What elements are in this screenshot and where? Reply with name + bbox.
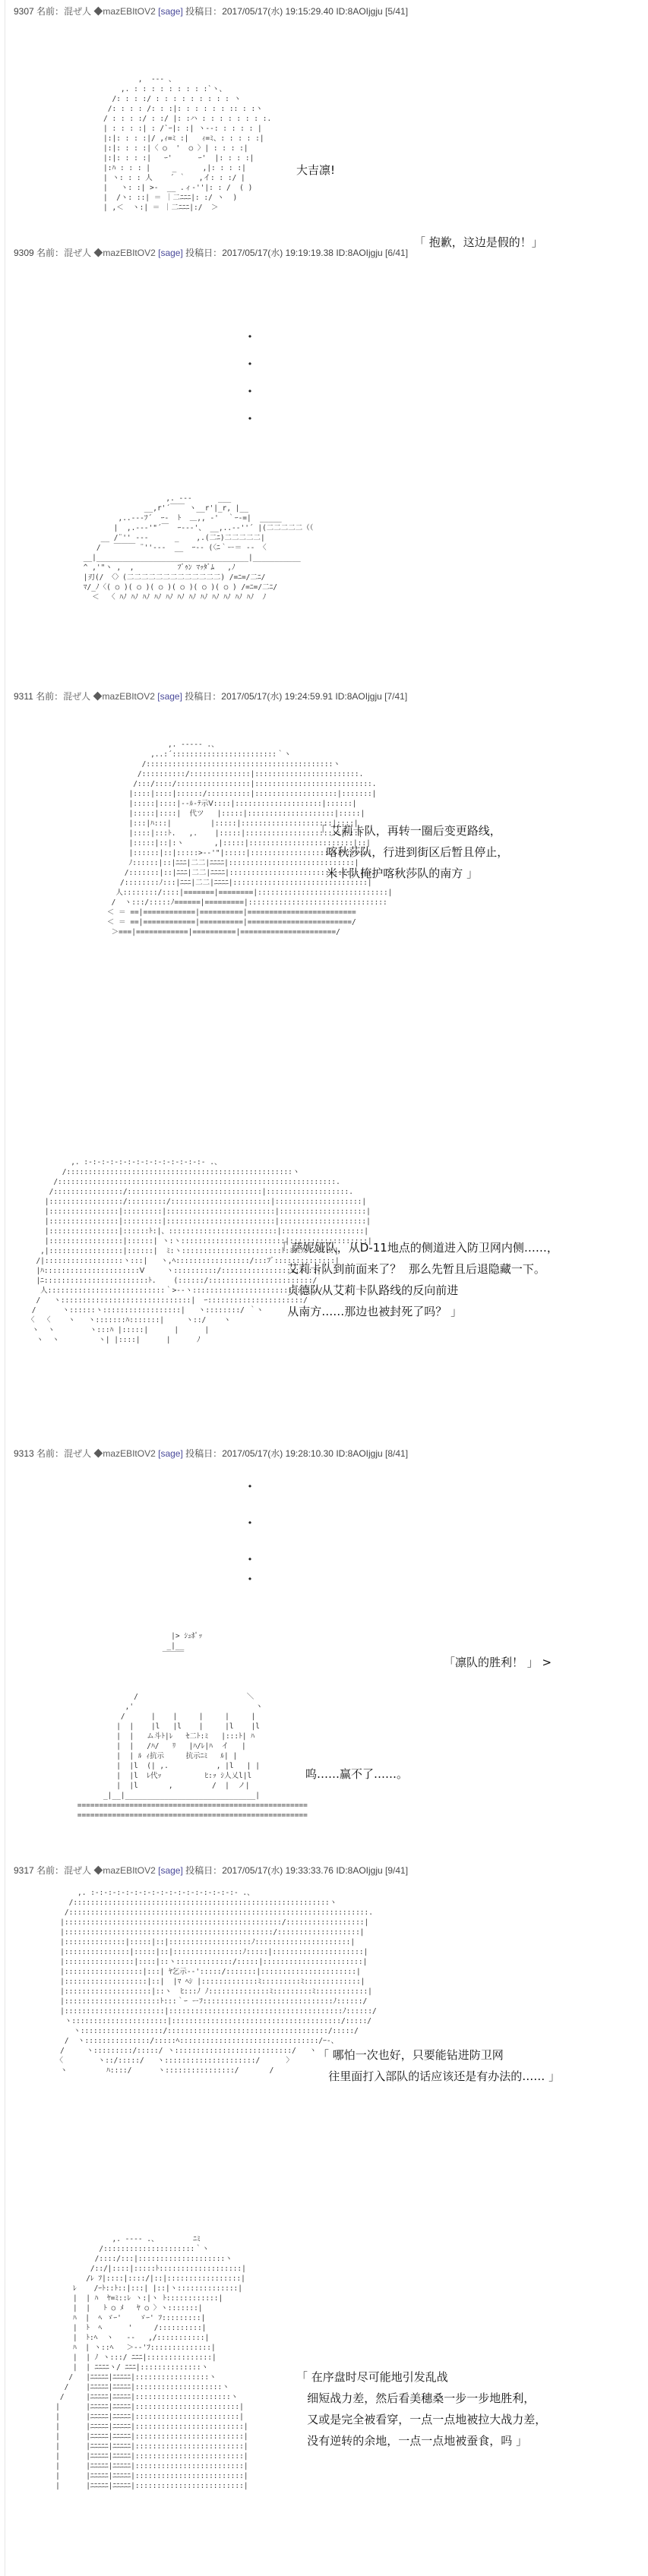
date-label: 投稿日： (185, 1448, 223, 1459)
poster-id[interactable]: ID:8AOIjgju (336, 6, 383, 17)
sage-tag: [sage] (158, 1448, 183, 1459)
date-label: 投稿日： (185, 248, 223, 258)
post-number[interactable]: 9311 (14, 691, 33, 702)
poster-trip: ◆mazEBItOV2 (93, 248, 156, 258)
dialogue-line: 「 萨妮娅队，从D-11地点的侧道进入防卫网内侧……， 艾莉卡队到前面来了？ 那么先暂且后退隐藏一下。 贞德队从艾莉卡队路线的反向前进 从南方……那边也被封死了吗？ 」 (277, 1241, 558, 1318)
post-date: 2017/05/17(水) 19:28:10.30 (222, 1448, 333, 1459)
dialogue-line: 「 艾莉卡队，再转一圈后变更路线， 喀秋莎队，行进到街区后暂且停止， 米卡队掩护喀秋莎队的南方 」 (315, 824, 509, 880)
post-counter: [9/41] (385, 1865, 409, 1876)
ascii-art-character: ,. ‐‐‐‐ .、 ﾆﾐ /:::::::::::::::::::::｀ヽ /::::/:::|::::::::::::::::::::ヽ /::/|::::|:::::ﾄ:::::::::::::::::::| /ﾚ ﾌ|::::|::::/|::|:::::::::::::::::| ﾚ /ｰﾄ::ﾄ::|:::| |::|ヽ::::::::::::::| | | ﾊ ﾔ=ﾐ::ﾚ ヽ:|ヽ ﾄ::::::::::::| | | ﾄ ○ ﾒ ﾔ ○ 〉ヽ:::::::| ﾊ | ﾍ ゞｰ' ゞｰ' ﾌ:::::::::| | ﾄ ﾍ ' /::::::::::| | ﾄ:ﾍ ヽ -- ,/:::::::::::| ﾊ | ヽ::ﾍ ＞-‐'ﾌ::::::::::::::| | | ﾉ ヽ:::/ ﾆﾆﾆ|:::::::::::::::| | | ﾆﾆﾆﾆヽ/ ﾆﾆﾆ|::::::::::::::ヽ / |ﾆﾆﾆﾆﾆ|ﾆﾆﾆﾆﾆ|:::::::::::::::::ヽ / |ﾆﾆﾆﾆﾆ|ﾆﾆﾆﾆﾆ|::::::::::::::::::::ヽ / |ﾆﾆﾆﾆﾆ|ﾆﾆﾆﾆﾆ|::::::::::::::::::::::ヽ | |ﾆﾆﾆﾆﾆ|ﾆﾆﾆﾆﾆ|::::::::::::::::::::::::| | |ﾆﾆﾆﾆﾆ|ﾆﾆﾆﾆﾆ|::::::::::::::::::::::::| | |ﾆﾆﾆﾆﾆ|ﾆﾆﾆﾆﾆ|:::::::::::::::::::::::::| | |ﾆﾆﾆﾆﾆ|ﾆﾆﾆﾆﾆ|:::::::::::::::::::::::::| | |ﾆﾆﾆﾆﾆ|ﾆﾆﾆﾆﾆ|:::::::::::::::::::::::::| | |ﾆﾆﾆﾆﾆ|ﾆﾆﾆﾆﾆ|:::::::::::::::::::::::::| | |ﾆﾆﾆﾆﾆ|ﾆﾆﾆﾆﾆ|:::::::::::::::::::::::::| | |ﾆﾆﾆﾆﾆ|ﾆﾆﾆﾆﾆ|:::::::::::::::::::::::::| | |ﾆﾆﾆﾆﾆ|ﾆﾆﾆﾆﾆ|:::::::::::::::::::::::::| (55, 2234, 248, 2490)
poster-trip: ◆mazEBItOV2 (93, 691, 155, 702)
post-date: 2017/05/17(水) 19:33:33.76 (222, 1865, 333, 1876)
post-counter: [7/41] (384, 691, 408, 702)
ellipsis-dot: ・ (243, 412, 257, 427)
name-label: 名前： (36, 248, 65, 258)
poster-trip: ◆mazEBItOV2 (93, 1448, 156, 1459)
dialogue-line: 大吉凛! (296, 163, 336, 177)
ellipsis-dot: ・ (243, 330, 257, 345)
poster-name: 混ぜ人 (64, 248, 92, 258)
poster-trip: ◆mazEBItOV2 (93, 1865, 156, 1876)
post-counter: [6/41] (385, 248, 409, 258)
dialogue-line: 「 抱歉，这边是假的！」 (414, 235, 543, 249)
ascii-art-character: ,. :‐:‐:‐:‐:‐:‐:‐:‐:‐:‐:‐:‐:‐:‐:‐:‐:- .、 /:::::::::::::::::::::::::::::::::::::::::::::::::::::::::::ヽ /:::::::::::::::::::::::::::::::::::::::::::::::::::::::::::::::::::::. |::::::::::::::::::::::::::::::::::::::::::::::::::/::::::::::::::::::| |::::::::::::::::::::::::::::::::::::::::::::::::/:::::::::::::::::::| |::::::::::::::|:::::|::|:::::::::::::::::::ﾉ::::::::::::::::::::::| |:::::::::::::::|:::::|::|::::::::::::::::ﾉ:::::|:::::::::::::::::::::| |::::::::::::::::|::::|::ヽ:::::::::::::/:::::|:::::::::::::::::::::::| |::::::::::::::::::|:::| ﾔ乞示-‐':::::/:::::::|::::::::::::::::::::::| |:::::::::::::::::::|::| |ﾏ ﾍｼ |:::::::::::::ﾐ:::::::::ﾐ:::::::::::::| |::::::::::::::::::::|::ヽ ﾋ:::ﾉ ﾉ::::::::::::::ﾐ:::::::::ﾐ::::::::::::| |::::::::::::::::::::::ﾄ:::｀ｰ ーﾌ::::::::::::::::::::::::::::::ﾉ::::::/ |:::::::::::::::::::::::|::::::::::::::::::::::::::::::::::::::::ﾉ::::::/ ヽ::::::::::::::::::::::|:::::::::::::::::::::::::::::::::::::::/:::::/ ヽ:::::::::::::::::::/:::::::::::::::::::::::::::::::::::::/:::::/ / ヽ:::::::::::::::/:::::ﾍ::::::::::::::::::::::::::::::::/ｰ-、 / ヽ:::::::::/:::::/ ヽ:::::::::::::::::::::::::::/ ヽ 〈 ヽ::/:::::/ ヽ:::::::::::::::::::::/ 〉 ヽ ﾊ::::/ ヽ::::::::::::::::/ / (55, 1888, 377, 2075)
sage-tag: [sage] (157, 691, 182, 702)
post-counter: [5/41] (385, 6, 409, 17)
poster-id[interactable]: ID:8AOIjgju (336, 1865, 383, 1876)
ellipsis-dot: ・ (243, 1516, 257, 1531)
post-header (14, 1865, 408, 1876)
sage-tag: [sage] (158, 248, 183, 258)
post-date: 2017/05/17(水) 19:19:19.38 (222, 248, 333, 258)
ellipsis-dot: ・ (243, 1479, 257, 1495)
post-number[interactable]: 9317 (14, 1865, 34, 1876)
post-header (14, 691, 407, 702)
ellipsis-dot: ・ (243, 357, 257, 372)
ellipsis-dot: ・ (243, 1552, 257, 1567)
post-header (14, 248, 408, 258)
ellipsis-dot: ・ (243, 384, 257, 399)
poster-name: 混ぜ人 (63, 691, 91, 702)
ascii-art-flag-mark: |> ｼｭﾎﾟｯ _|__ ￣￣￣ (162, 1631, 203, 1660)
post-number[interactable]: 9309 (14, 248, 34, 258)
date-label: 投稿日： (185, 6, 223, 17)
post-header (14, 6, 408, 17)
dialogue-line: 「凛队的胜利！ 」 > (444, 1656, 552, 1669)
ascii-art-character: ,. -‐‐‐- .、 ,..:´::::::::::::::::::::::::｀ヽ /:::::::::::::::::::::::::::::::::::::::::::ヽ /::::::::::/::::::::::::::|::::::::::::::::::::::::. /:::/::::/:::::::::::::::::|:::::::::::::::::::::::::::. |::::|::::|::::::/::::::::::|:::::::::::::::::::|:::::::| |:::::|::::|‐-ﾙ‐ﾃ示Ⅴ::::|::::::::::::::::::::|::::::| |:::::|::::| 代ツ |:::::|::::::::::::::::::::|:::::| |:::|ﾊ:::| |:::::|:::::::::::::::::::::|::::| |::::|:::ﾄ. ,. |:::::|::::::::::::::::::::::|:::| |:::::|::|:ヽ ,|:::::|::::::::::::::::::::::::|::| |::::::|::|:::::>-‐'"|:::::|:::::::::::::::::::::::::::| ﾉ::::::|::|ﾆﾆﾆ|二二|ﾆﾆﾆﾆ|:::::::::::::::::::::::::::::| /:::::::|::|ﾆﾆﾆ|二二|ﾆﾆﾆﾆ|::::::::::::::::::::::::::::::| /::::::::ﾉ:::|ﾆﾆﾆ|二二|ﾆﾆﾆﾆ|:::::::::::::::::::::::::::::::| 人::::::::/::::|=======|========|::::::::::::::::::::::::::::::| / ヽ:::/:::::ﾉ======|=========|:::::::::::::::::::::::::::::::: ＜ ＝ ==|============|==========|========================= ＜ ＝ ==|============|==========|========================/ ＞===|============|==========|======================/ (106, 740, 393, 936)
dialogue-line: 呜……赢不了……。 (305, 1767, 409, 1781)
name-label: 名前： (36, 6, 65, 17)
tank-sound-effect: ﾌﾞｩﾝ ﾏｯﾀﾞﾑ (177, 563, 215, 572)
flag-sound-text: |> ｼｭﾎﾟｯ (171, 1631, 203, 1640)
ascii-art-character: ,. :‐:‐:‐:‐:‐:‐:‐:‐:‐:‐:‐:‐:‐:- .、 /::::::::::::::::::::::::::::::::::::::::::::::::::::ヽ /::::::::::::::::::::::::::::::::::::::::::::::::::::::::::::::::. /::::::::::::::::/:::::::::::::::::::::::::::::::|:::::::::::::::::::. |:::::::::::::::::/:::::::::/:::::::::::::::::::::::|::::::::::::::::::::| |::::::::::::::::|:::::::::|:::::::::::::::::::::::::|::::::::::::::::::::| |::::::::::::::::|:::::::::|:::::::::::::::::::::::::|::::::::::::::::::::| |::::::::::::::::|::::::ﾄ:|、:::::::::::::::::::::::::|:::::::::::::::::::| |:::::::::::::::::|::::::| ヽ:ヽ::::::::::::::::::::::::|::::::::::::::::::| ,|:::::::::::::::::|::::::| ﾐ:ヽ:::::::::::::::::::::::ﾄ:ﾐﾐﾐﾂ:::::::| /|::::::::::::::::::ヽ:::| ヽ,ﾍ:::::::::::::::::/:::ﾌﾞ::::::::::::::| |ﾊ::::::::::::::::::::::Ⅴ ヽ::::::::::/::::::::::::::::::::::| |ﾆ::::::::::::::::::::::::ﾄ. (::::::/::::::::::::::::::::::::/ 人:::::::::::::::::::::::::::｀>-‐ヽ:::::::::::::::::::::::::::::/ / ヽ::::::::::::::::::::::::::::::| ｰ::::::::::::::::::::::/ / ヽ::::::ヽ::::::::::::::::::| ヽ::::::::/ ｀ヽ 〈 〈 ヽ ヽ:::::::ﾊ:::::::| ヽ::/ ヽ ヽ ヽ ヽ:::ﾊ |:::::| | | ヽ ヽ ヽ| |::::| | ﾉ (27, 1157, 372, 1344)
sage-tag: [sage] (158, 1865, 183, 1876)
poster-name: 混ぜ人 (64, 1448, 92, 1459)
poster-id[interactable]: ID:8AOIjgju (336, 1448, 383, 1459)
name-label: 名前： (36, 1448, 65, 1459)
post-number[interactable]: 9313 (14, 1448, 34, 1459)
dialogue-line: 「 在序盘时尽可能地引发乱战 细短战力差，然后看美穗桑一步一步地胜利， 又或是完全被看穿，一点一点地被拉大战力差， 没有逆转的余地，一点一点地被蚕食，吗 」 (296, 2370, 547, 2448)
date-label: 投稿日： (185, 691, 222, 702)
ellipsis-dot: ・ (243, 1572, 257, 1587)
post-number[interactable]: 9307 (14, 6, 34, 17)
post-header (14, 1448, 408, 1459)
poster-id[interactable]: ID:8AOIjgju (336, 248, 383, 258)
sage-tag: [sage] (158, 6, 183, 17)
poster-name: 混ぜ人 (64, 1865, 92, 1876)
name-label: 名前： (36, 691, 64, 702)
date-label: 投稿日： (185, 1865, 223, 1876)
poster-trip: ◆mazEBItOV2 (93, 6, 156, 17)
dialogue-line: 「 哪怕一次也好，只要能钻进防卫网 往里面打入部队的话应该还是有办法的…… 」 (318, 2048, 561, 2083)
ascii-art-character: , -‐- 、 ,. : : : : : : : : :`ヽ、 /: : : :/ : : : : : : : : : ヽ /: : : : /: : :|: : : : : : :: : :ヽ / : : : :/ : :/ |: :ハ : : : : : : : :. | : : : :| : /`ｰ|: :| ヽ‐-: : : : : | |:|: : : :|/ ,ｨ=ﾐ :| ｨ=ﾐ、: : : : :| |:|: : : :|〈 ○ ' ○ 〉| : : : :| |:|: : : :| ｰ' ｰ' |: : : :| |:ﾊ : : : | _ ,|: : : :| | ヽ: : : 人 ´ ｀ ,イ: : :/ | | ヽ: :| >- __ .ィ‐''|: : / ( ) | /ヽ: ::| ＝ ｜二ﾆﾆﾆ|: :/ ヽ ) | ,＜ ヽ:| ＝ ｜二ﾆﾆﾆ|:/ ＞ (103, 74, 272, 212)
post-date: 2017/05/17(水) 19:15:29.40 (222, 6, 333, 17)
ascii-art-tank: ,. -‐- ___ __,r'´￣￣ ヽ__r'|_r, |__ ,..---ﾌ´ ｰ- ﾄ ＿,, ‐' ｀ｰ-=| _____ | ,.--‐'"´￣ ｰ--‐'、 __,..-‐''´ |(二二二二二（（ __ /¨'' --- _ ,.(二ﾆ)二二二二二| / ￣￣￣ ¨''--- __ ｰ-‐ (〈ﾆ｀ー＝ -- 〈 __|___________________________________|___________ ^ ,'"ヽ , , ﾌﾞｩﾝ ﾏｯﾀﾞﾑ ,ﾉ |刃(/ 〈〉(二二二二二二二二二二二二二) /=ﾆ=/二ﾆ/ ﾏ/_ﾉ〈( ○ )( ○ )( ○ )( ○ )( ○ )( ○ ) /=ﾆ=/二ﾆ/ ＜ 〈 ﾊﾉ ﾊﾉ ﾊﾉ ﾊﾉ ﾊﾉ ﾊﾉ ﾊﾉ ﾊﾉ ﾊﾉ ﾊﾉ ﾊﾉ ﾊﾉ ﾉ (83, 494, 314, 601)
ascii-art-characters-group: / ＼ ,' ヽ / | | | | | | | |l |l | |l |l | | ム斗ﾄ|ﾚ ｾ二ﾄ:ﾐ |:::ﾄ| ﾊ | | /ﾊ/ ﾘ |ﾊ/ﾚ|ﾊ イ | | | ﾙ ｨ抗示 抗示ﾆﾐ ﾙ| | | |l (| ,. , |l | | | |l ﾚ代ｯ ﾋ:ｯ ｼ人乂l|l | |l , / | ノ| _|__|______________________________| ===================================================== ===================================================== (77, 1692, 308, 1820)
poster-id[interactable]: ID:8AOIjgju (335, 691, 382, 702)
post-date: 2017/05/17(水) 19:24:59.91 (221, 691, 333, 702)
post-counter: [8/41] (385, 1448, 409, 1459)
name-label: 名前： (36, 1865, 65, 1876)
poster-name: 混ぜ人 (64, 6, 92, 17)
